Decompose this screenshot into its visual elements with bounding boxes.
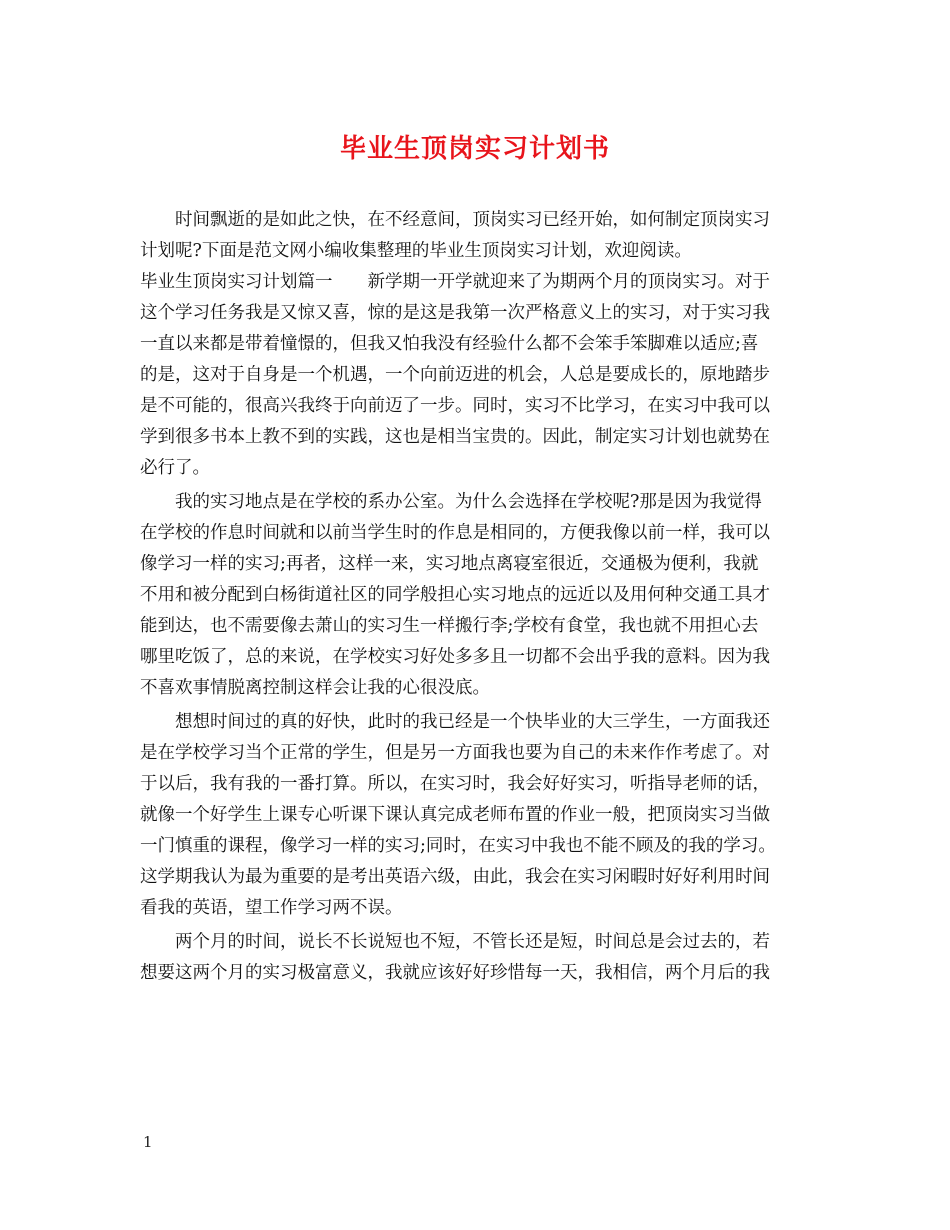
- text-line: 不用和被分配到白杨街道社区的同学般担心实习地点的远近以及用何种交通工具才: [140, 585, 770, 605]
- text-line: 能到达，也不需要像去萧山的实习生一样搬行李;学校有食堂，我也就不用担心去: [140, 616, 759, 636]
- text-line: 这个学习任务我是又惊又喜，惊的是这是我第一次严格意义上的实习，对于实习我: [140, 303, 770, 323]
- text-line: 想要这两个月的实习极富意义，我就应该好好珍惜每一天，我相信，两个月后的我: [140, 963, 770, 983]
- text-line: 是在学校学习当个正常的学生，但是另一方面我也要为自己的未来作作考虑了。对: [140, 743, 770, 763]
- text-line: 一门慎重的课程，像学习一样的实习;同时，在实习中我也不能不顾及的我的学习。: [140, 836, 776, 856]
- paragraph: [140, 487, 820, 704]
- document-body: [140, 205, 820, 989]
- paragraph: [140, 205, 820, 267]
- text-line: 哪里吃饭了，总的来说，在学校实习好处多多且一切都不会出乎我的意料。因为我: [140, 647, 770, 667]
- text-line: 想想时间过的真的好快，此时的我已经是一个快毕业的大三学生，一方面我还: [175, 712, 770, 732]
- text-line: 就像一个好学生上课专心听课下课认真完成老师布置的作业一般，把顶岗实习当做: [140, 805, 770, 825]
- document-title: 毕业生顶岗实习计划书: [339, 134, 610, 164]
- text-line: 这学期我认为最为重要的是考出英语六级，由此，我会在实习闲暇时好好利用时间: [140, 867, 770, 887]
- text-line: 看我的英语，望工作学习两不误。: [140, 898, 403, 918]
- page-number: 1: [143, 1133, 153, 1151]
- text-line: 我的实习地点是在学校的系办公室。为什么会选择在学校呢?那是因为我觉得: [175, 492, 762, 512]
- text-line: 时间飘逝的是如此之快，在不经意间，顶岗实习已经开始，如何制定顶岗实习: [175, 210, 770, 230]
- text-line: 必行了。: [140, 458, 210, 478]
- text-line: 不喜欢事情脱离控制这样会让我的心很没底。: [140, 678, 490, 698]
- text-line: 两个月的时间，说长不长说短也不短，不管长还是短，时间总是会过去的，若: [175, 932, 770, 952]
- paragraph: [140, 927, 820, 989]
- text-line: 计划呢?下面是范文网小编收集整理的毕业生顶岗实习计划，欢迎阅读。: [140, 241, 692, 261]
- paragraph: [140, 707, 820, 924]
- text-line: 于以后，我有我的一番打算。所以，在实习时，我会好好实习，听指导老师的话，: [140, 774, 770, 794]
- text-line: 毕业生顶岗实习计划篇一 新学期一开学就迎来了为期两个月的顶岗实习。对于: [140, 272, 770, 292]
- text-line: 在学校的作息时间就和以前当学生时的作息是相同的，方便我像以前一样，我可以: [140, 523, 770, 543]
- paragraph: [140, 267, 820, 484]
- text-line: 是不可能的，很高兴我终于向前迈了一步。同时，实习不比学习，在实习中我可以: [140, 396, 770, 416]
- text-line: 的是，这对于自身是一个机遇，一个向前迈进的机会，人总是要成长的，原地踏步: [140, 365, 770, 385]
- text-line: 像学习一样的实习;再者，这样一来，实习地点离寝室很近，交通极为便利，我就: [140, 554, 759, 574]
- text-line: 一直以来都是带着憧憬的，但我又怕我没有经验什么都不会笨手笨脚难以适应;喜: [140, 334, 759, 354]
- text-line: 学到很多书本上教不到的实践，这也是相当宝贵的。因此，制定实习计划也就势在: [140, 427, 770, 447]
